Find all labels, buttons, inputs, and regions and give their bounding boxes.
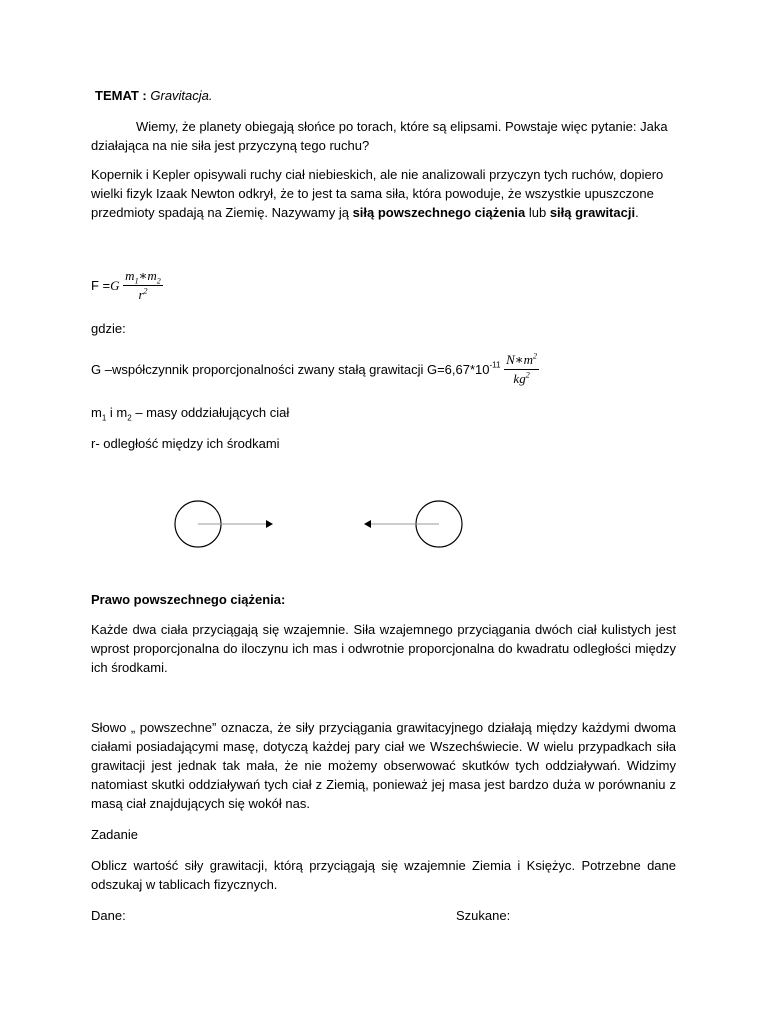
formula-constant-g: G [110, 278, 120, 293]
g-unit-numerator [504, 352, 539, 370]
formula-numerator [123, 268, 163, 286]
task-text: Oblicz wartość siły grawitacji, którą przyciągają się wzajemnie Ziemia i Księżyc. Potrzebne dane odszukaj w tablicach fizycznych. [91, 858, 676, 892]
times-sign: ∗ [138, 268, 148, 283]
where-label: gdzie: [91, 321, 126, 336]
unit-kilogram: kg [513, 371, 526, 386]
mass-1: m [125, 268, 135, 283]
history-paragraph [91, 165, 676, 222]
unit-meter: m [523, 352, 534, 367]
mass-definition-text: – masy oddziałujących ciał [131, 405, 290, 420]
mass-2: m [147, 268, 157, 283]
mass-definition [91, 403, 676, 422]
arrow-head-right [266, 520, 273, 528]
mass-symbol: m [91, 405, 102, 420]
topic-heading [95, 86, 680, 105]
formula-denominator [123, 286, 163, 303]
distance-definition: r- odległość między ich środkami [91, 436, 280, 451]
g-unit-denominator [504, 370, 539, 387]
history-connector: lub [525, 205, 550, 220]
task-title: Zadanie [91, 827, 138, 842]
intro-paragraph: Wiemy, że planety obiegają słońce po torach, które są elipsami. Powstaje więc pytanie: Jaka działająca na nie siła jest przyczyną tego ruchu? [91, 119, 668, 153]
mass-index-1: 1 [101, 413, 107, 423]
term-gravity-force: siłą grawitacji [549, 205, 636, 220]
unit-times: ∗ [514, 352, 524, 367]
distance-r: r [138, 287, 144, 302]
history-text: Kopernik i Kepler opisywali ruchy ciał niebieskich, ale nie analizowali przyczyn tych ruchów, dopiero wielki fizyk Izaak Newton odkrył, że to jest ta sama siła, która powoduje, że wszystkie upuszczone przedmioty spadają na Ziemię. Nazywamy ją [91, 167, 664, 220]
sought-label: Szukane: [456, 908, 511, 923]
distance-exponent: 2 [143, 286, 148, 296]
arrow-head-left [364, 520, 371, 528]
g-unit-fraction [504, 352, 539, 387]
mass-and: i m [106, 405, 128, 420]
unit-meter-exponent: 2 [533, 351, 538, 361]
universal-note: Słowo „ powszechne” oznacza, że siły przyciągania grawitacyjnego działają między każdymi dwoma ciałami posiadającymi masę, dotyczą każdej pary ciał we Wszechświecie. W wielu przypadkach siła grawitacji jest jednak tak mała, że nie możemy obserwować skutków tych oddziaływań. Widzimy natomiast skutki oddziaływań tych ciał z Ziemią, ponieważ jej masa jest bardzo duża w porównaniu z masą ciał znajdujących się wokół nas. [91, 720, 676, 811]
unit-kilogram-exponent: 2 [525, 370, 530, 380]
g-exponent: -11 [489, 360, 501, 370]
mass-1-index: 1 [134, 276, 139, 286]
formula-fraction [123, 268, 163, 303]
law-text: Każde dwa ciała przyciągają się wzajemnie. Siła wzajemnego przyciągania dwóch ciał kulistych jest wprost proporcjonalna do iloczynu ich mas i odwrotnie proporcjonalna do kwadratu odległości między ich środkami. [91, 622, 676, 675]
formula-lhs: F = [91, 278, 111, 293]
law-title: Prawo powszechnego ciążenia: [91, 592, 286, 607]
g-definition-text: G –współczynnik proporcjonalności zwany stałą grawitacji G=6,67*10 [91, 362, 490, 377]
topic-label: TEMAT : [95, 88, 147, 103]
gravity-formula [91, 268, 676, 303]
unit-newton: N [506, 352, 515, 367]
given-label: Dane: [91, 908, 126, 923]
mass-index-2: 2 [127, 413, 132, 423]
topic-title: Gravitacja. [150, 88, 213, 103]
term-universal-gravitation: siłą powszechnego ciążenia [352, 205, 526, 220]
history-end: . [635, 205, 639, 220]
mass-2-index: 2 [156, 276, 161, 286]
attraction-diagram [160, 490, 480, 560]
g-definition [91, 352, 676, 387]
